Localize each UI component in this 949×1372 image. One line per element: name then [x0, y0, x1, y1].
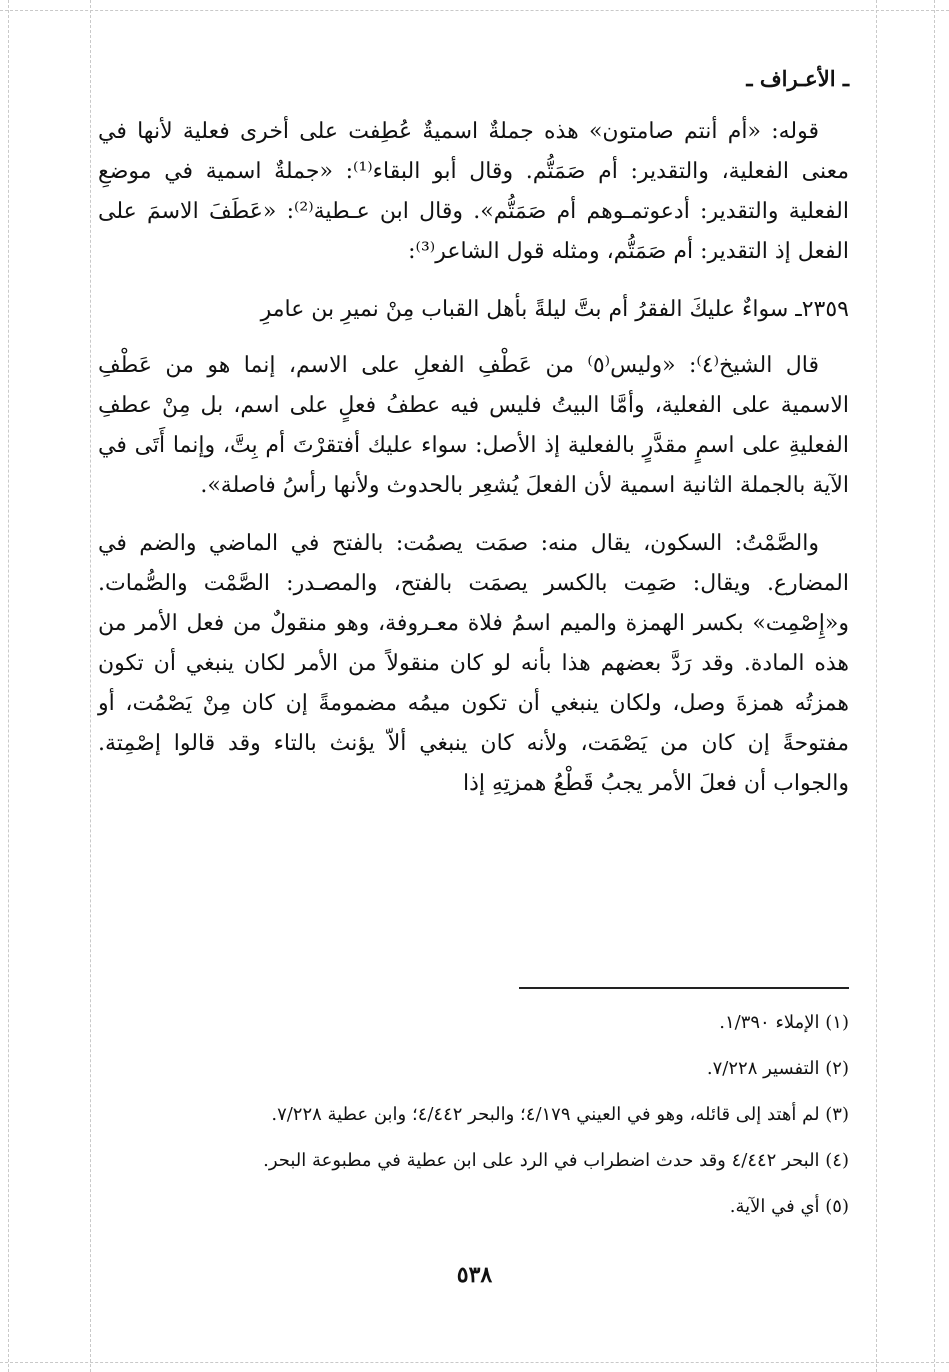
footnote-2: (٢) التفسير ٧/٢٢٨. [706, 1058, 849, 1079]
footnotes [110, 1000, 849, 1230]
running-head: ـ الأعـراف ـ [746, 66, 849, 91]
margin-guide-left [8, 0, 9, 1372]
footnote-5: (٥) أي في الآية. [729, 1196, 849, 1217]
text-guide-right [876, 0, 877, 1372]
margin-guide-right [934, 0, 935, 1372]
margin-guide-top [0, 10, 949, 11]
footnote-3: (٣) لم أهتد إلى قائله، وهو في العيني ٤/١٧٩؛ والبحر ٤/٤٤٢؛ وابن عطية ٧/٢٢٨. [271, 1104, 849, 1125]
paragraph-3: والصَّمْتُ: السكون، يقال منه: صمَت يصمُت: بالفتح في الماضي والضم في المضارع. ويقال: صَمِت بالكسر يصمَت بالفتح، والمصـدر: الصَّمْت والصُّمات. و«إِصْمِت» بكسر الهمزة والميم اسمُ فلاة معـروفة، وهو منقولٌ من فعل الأمر من هذه المادة. وقد رَدَّ بعضهم هذا بأنه لو كان منقولاً من الأمر لكان ينبغي أن تكون همزتُه همزةَ وصل، ولكان ينبغي أن تكون ميمُه مضمومةً إن كان مِنْ يَصْمُت، أو مفتوحةً إن كان من يَصْمَت، ولأنه كان ينبغي ألاّ يؤنث بالتاء وقد قالوا إصْمِتة. والجواب أن فعلَ الأمر يجبُ قَطْعُ همزتِهِ إذا [98, 531, 849, 796]
footnote-4: (٤) البحر ٤/٤٤٢ وقد حدث اضطراب في الرد على ابن عطية في مطبوعة البحر. [263, 1150, 849, 1171]
footnote-1: (١) الإملاء ١/٣٩٠. [719, 1012, 849, 1033]
text-guide-left [90, 0, 91, 1372]
footnote-separator [519, 987, 849, 989]
main-text [98, 112, 849, 822]
page-number: ٥٣٨ [456, 1262, 493, 1288]
margin-guide-bottom [0, 1362, 949, 1363]
verse-line: ٢٣٥٩ـ سواءٌ عليكَ الفقرُ أم بتَّ ليلةً بأهل القباب مِنْ نميرِ بن عامرِ [260, 297, 849, 322]
paragraph-1: قوله: «أم أنتم صامتون» هذه جملةٌ اسميةٌ عُطِفت على أخرى فعلية لأنها في معنى الفعلية، والتقدير: أم صَمَتُّم. وقال أبو البقاء⁽¹⁾: «جملةٌ اسمية في موضعِ الفعلية والتقدير: أدعوتمـوهم أم صَمَتُّم». وقال ابن عـطية⁽²⁾: «عَطَفَ الاسمَ على الفعل إذ التقدير: أم صَمَتُّم، ومثله قول الشاعر⁽³⁾: [98, 119, 849, 264]
paragraph-2: قال الشيخ⁽٤⁾: «وليس⁽٥⁾ من عَطْفِ الفعلِ على الاسم، إنما هو من عَطْفِ الاسمية على الفعلية، وأمَّا البيتُ فليس فيه عطفُ فعلٍ على اسم، بل مِنْ عطفِ الفعليةِ على اسمٍ مقدَّرٍ بالفعلية إذ الأصل: سواء عليك أفتقرْتَ أم بِتَّ، وإنما أَتَى في الآية بالجملة الثانية اسمية لأن الفعلَ يُشعِر بالحدوث ولأنها رأسُ فاصلة». [98, 353, 849, 498]
